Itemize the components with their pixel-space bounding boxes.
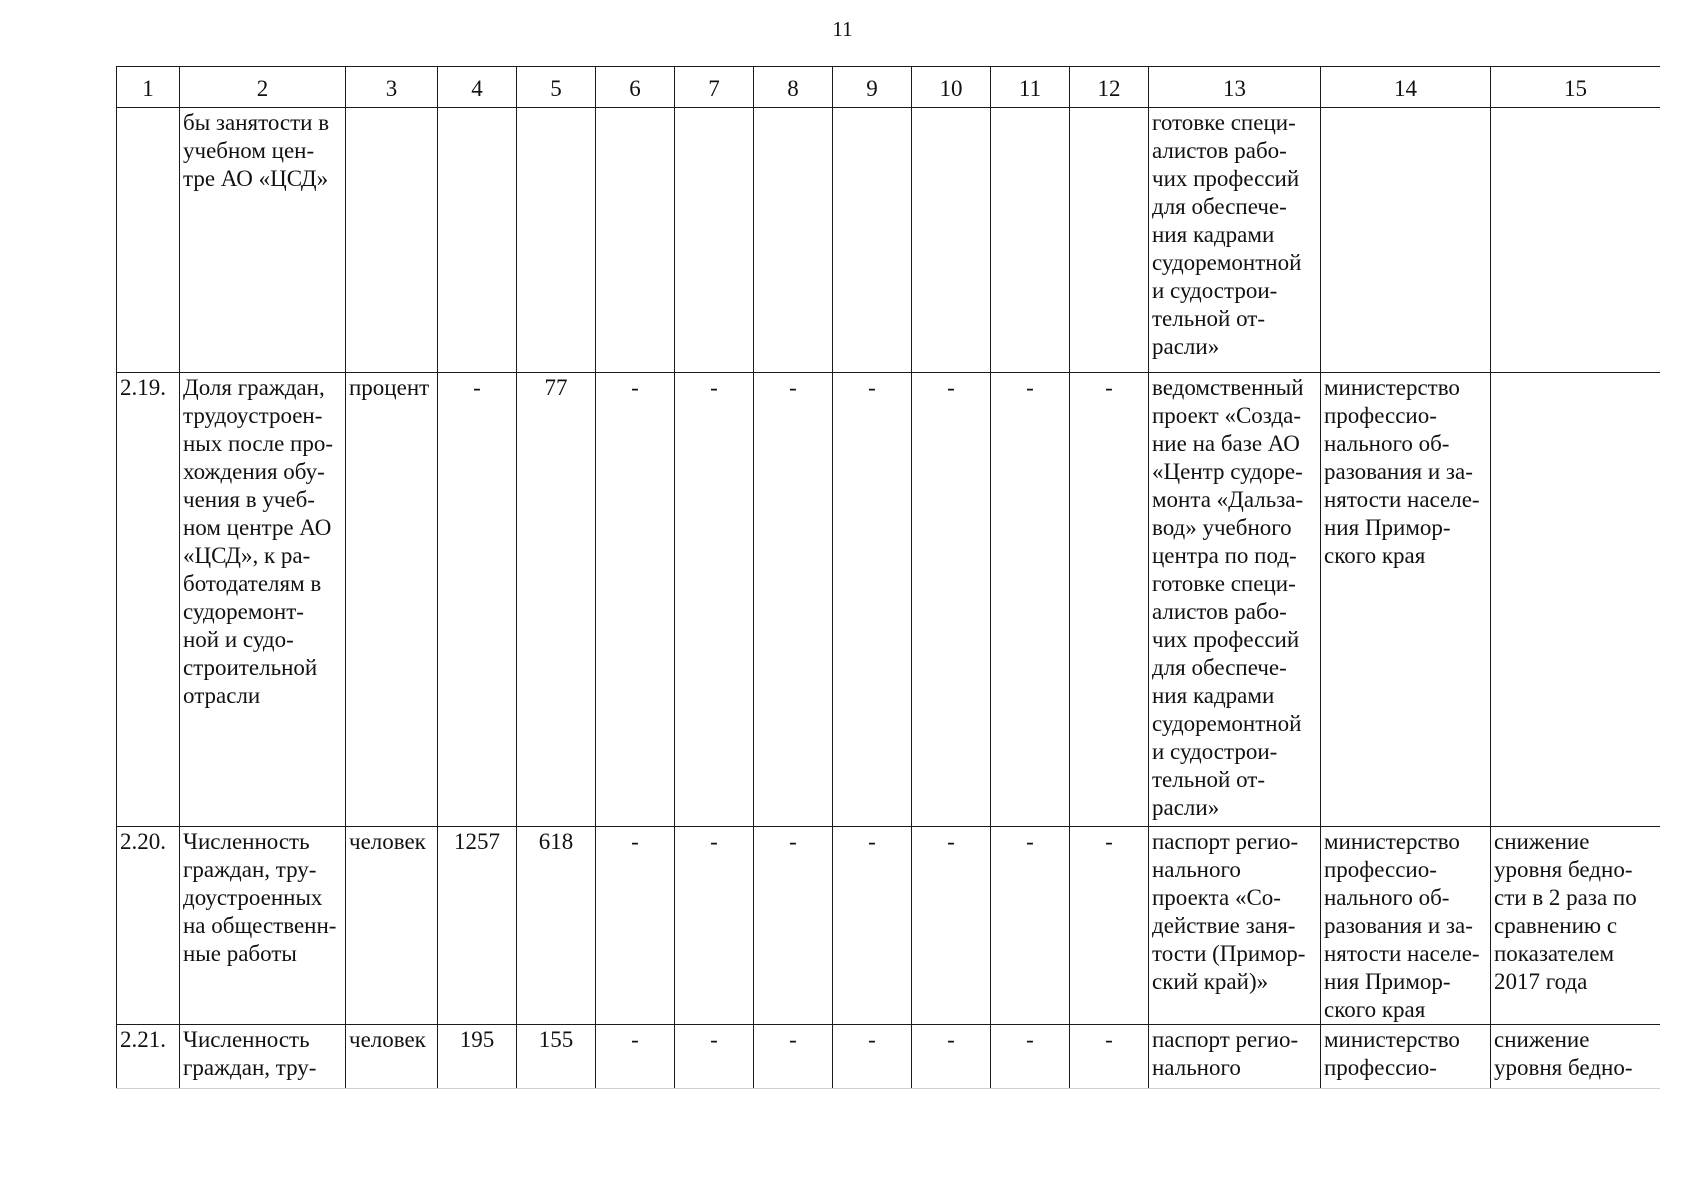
value-cell-5: 77: [517, 373, 596, 827]
value-cell-10: [912, 108, 991, 373]
value-cell-4: 195: [438, 1025, 517, 1090]
header-cell-13: 13: [1149, 67, 1321, 108]
goal-cell: [1491, 108, 1661, 373]
row-number-cell: 2.21.: [117, 1025, 180, 1090]
header-cell-8: 8: [754, 67, 833, 108]
goal-cell: снижение уровня бедно-: [1491, 1025, 1661, 1090]
row-number-cell: 2.19.: [117, 373, 180, 827]
value-cell-5: 618: [517, 827, 596, 1025]
value-cell-5: 155: [517, 1025, 596, 1090]
header-cell-9: 9: [833, 67, 912, 108]
responsible-cell: министерство профессио-: [1321, 1025, 1491, 1090]
value-cell-12: [1070, 108, 1149, 373]
value-cell-10: -: [912, 373, 991, 827]
value-cell-7: [675, 108, 754, 373]
value-cell-11: -: [991, 1025, 1070, 1090]
table-row: [117, 1025, 1661, 1090]
header-cell-7: 7: [675, 67, 754, 108]
value-cell-11: -: [991, 827, 1070, 1025]
indicator-name-cell: Доля граждан, трудоустроен- ных после про- хождения обу- чения в учеб- ном центре АО «ЦСД», к ра- ботодателям в судоремонт- ной и судо- строительной отрасли: [180, 373, 346, 827]
header-cell-4: 4: [438, 67, 517, 108]
value-cell-9: -: [833, 1025, 912, 1090]
value-cell-9: -: [833, 827, 912, 1025]
source-cell: паспорт регио- нального: [1149, 1025, 1321, 1090]
value-cell-7: -: [675, 827, 754, 1025]
value-cell-12: -: [1070, 1025, 1149, 1090]
value-cell-4: -: [438, 373, 517, 827]
indicator-name-cell: Численность граждан, тру- доустроенных на общественн- ные работы: [180, 827, 346, 1025]
header-cell-6: 6: [596, 67, 675, 108]
table-row: [117, 827, 1661, 1025]
header-cell-5: 5: [517, 67, 596, 108]
value-cell-8: -: [754, 1025, 833, 1090]
value-cell-5: [517, 108, 596, 373]
indicator-name-cell: бы занятости в учебном цен- тре АО «ЦСД»: [180, 108, 346, 373]
value-cell-12: -: [1070, 827, 1149, 1025]
value-cell-10: -: [912, 827, 991, 1025]
value-cell-6: [596, 108, 675, 373]
header-cell-15: 15: [1491, 67, 1661, 108]
value-cell-8: -: [754, 373, 833, 827]
header-cell-1: 1: [117, 67, 180, 108]
responsible-cell: министерство профессио- нального об- разования и за- нятости населе- ния Примор- ского края: [1321, 827, 1491, 1025]
responsible-cell: [1321, 108, 1491, 373]
header-cell-11: 11: [991, 67, 1070, 108]
value-cell-6: -: [596, 373, 675, 827]
unit-cell: процент: [346, 373, 438, 827]
unit-cell: человек: [346, 827, 438, 1025]
indicators-table: [116, 66, 1660, 1089]
source-cell: ведомственный проект «Созда- ние на базе АО «Центр судоре- монта «Дальза- вод» учебного центра по под- готовке специ- алистов рабо- чих профессий для обеспече- ния кадрами судоремонтной и судострои- тельной от- расли»: [1149, 373, 1321, 827]
responsible-cell: министерство профессио- нального об- разования и за- нятости населе- ния Примор- ского края: [1321, 373, 1491, 827]
source-cell: готовке специ- алистов рабо- чих профессий для обеспече- ния кадрами судоремонтной и судострои- тельной от- расли»: [1149, 108, 1321, 373]
row-number-cell: [117, 108, 180, 373]
value-cell-7: -: [675, 1025, 754, 1090]
value-cell-6: -: [596, 827, 675, 1025]
source-cell: паспорт регио- нального проекта «Со- действие заня- тости (Примор- ский край)»: [1149, 827, 1321, 1025]
value-cell-7: -: [675, 373, 754, 827]
value-cell-10: -: [912, 1025, 991, 1090]
header-cell-3: 3: [346, 67, 438, 108]
value-cell-11: [991, 108, 1070, 373]
header-cell-2: 2: [180, 67, 346, 108]
value-cell-12: -: [1070, 373, 1149, 827]
value-cell-4: 1257: [438, 827, 517, 1025]
unit-cell: человек: [346, 1025, 438, 1090]
table-row: [117, 373, 1661, 827]
indicator-name-cell: Численность граждан, тру-: [180, 1025, 346, 1090]
unit-cell: [346, 108, 438, 373]
header-row: [117, 67, 1661, 108]
value-cell-9: [833, 108, 912, 373]
goal-cell: [1491, 373, 1661, 827]
row-number-cell: 2.20.: [117, 827, 180, 1025]
goal-cell: снижение уровня бедно- сти в 2 раза по сравнению с показателем 2017 года: [1491, 827, 1661, 1025]
table-row: [117, 108, 1661, 373]
header-cell-12: 12: [1070, 67, 1149, 108]
value-cell-11: -: [991, 373, 1070, 827]
header-cell-10: 10: [912, 67, 991, 108]
page-number: 11: [832, 17, 853, 41]
indicators-table-container: [116, 66, 1660, 1089]
value-cell-4: [438, 108, 517, 373]
value-cell-6: -: [596, 1025, 675, 1090]
header-cell-14: 14: [1321, 67, 1491, 108]
value-cell-8: -: [754, 827, 833, 1025]
value-cell-8: [754, 108, 833, 373]
value-cell-9: -: [833, 373, 912, 827]
